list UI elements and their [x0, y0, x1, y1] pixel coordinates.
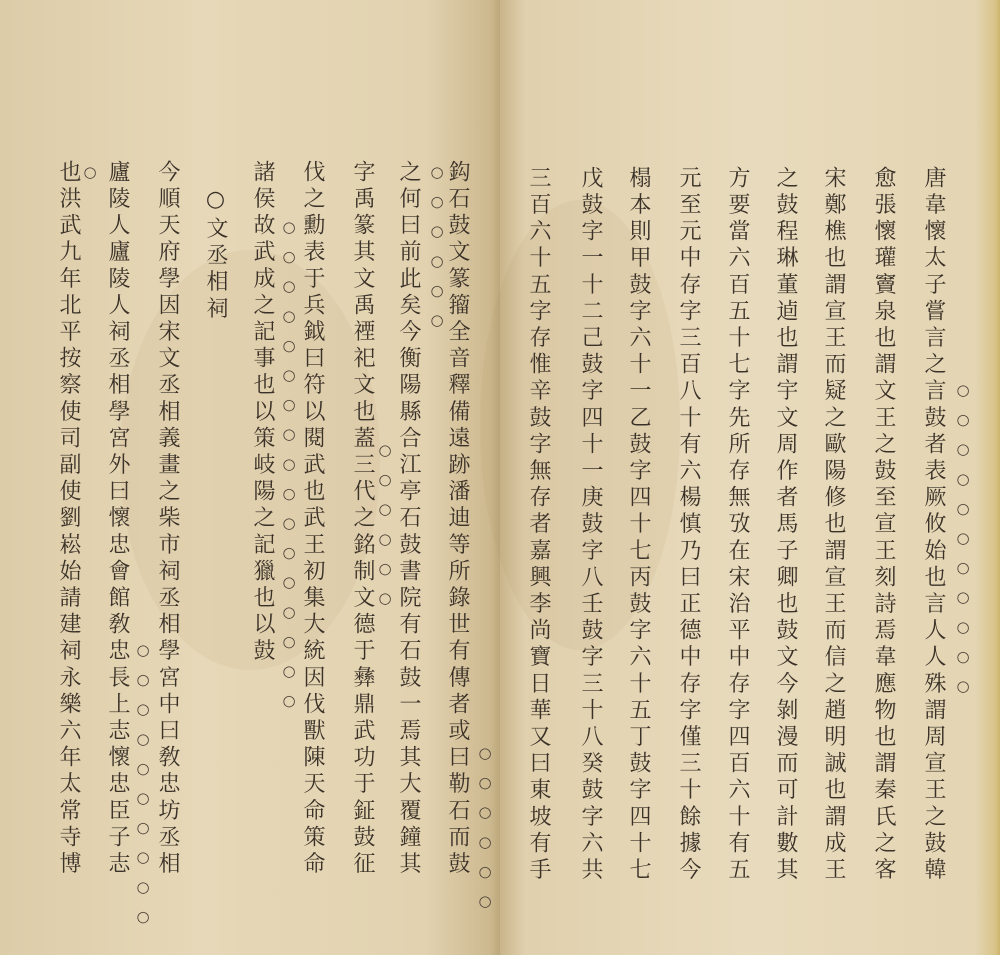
emphasis-circles: ○○○○○○○○○○○○○○○○○ — [280, 218, 298, 722]
text-column: 元至元中存字三百八十有六楊慎乃曰正德中存字僅三十餘據今 — [676, 166, 701, 885]
emphasis-circles: ○○○○○○○○○○ — [134, 641, 152, 937]
section-heading: ○文丞相祠 — [203, 187, 228, 323]
text-column: 愈張懷瓘竇泉也謂文王之鼓至宣王刻詩焉韋應物也謂秦氏之客 — [871, 166, 896, 885]
text-column: 戊鼓字一十二己鼓字四十一庚鼓字八壬鼓字三十八癸鼓字六共 — [578, 166, 603, 885]
text-column: 三百六十五字存惟辛鼓字無存者嘉興李尚寶日華又曰東坡有手 — [526, 166, 551, 885]
emphasis-circles: ○○○○○○ — [428, 163, 446, 341]
emphasis-circles: ○○○○○○ — [476, 744, 494, 922]
text-column: 廬陵人廬陵人祠丞相學宮外曰懷忠會館敎忠長上志懷忠臣子志 — [105, 160, 130, 879]
right-page — [500, 0, 1000, 955]
text-column: 今順天府學因宋文丞相義畫之柴市祠丞相學宮中曰敎忠坊丞相 — [155, 160, 180, 879]
text-column: 唐韋懷太子嘗言之言鼓者表厥攸始也言人人殊謂周宣王之鼓韓 — [921, 166, 946, 885]
text-column: 伐之勳表于兵鉞曰符以閱武也武王初集大統因伐獸陳天命策命 — [300, 160, 325, 879]
text-column: 之鼓程琳董逌也謂宇文周作者馬子卿也鼓文今剝漫而可計數其 — [773, 166, 798, 885]
text-column: 鈎石鼓文篆籀全音釋備遠跡潘迪等所錄世有傳者或曰勒石而鼓 — [445, 160, 470, 879]
emphasis-circles: ○ — [81, 163, 99, 193]
text-column: 宋鄭樵也謂宣王而疑之歐陽修也謂宣王而信之趙明誠也謂成王 — [821, 166, 846, 885]
text-column: 諸侯故武成之記事也以策岐陽之記獵也以鼓 — [250, 160, 275, 666]
text-column: 字禹篆其文禹禋祀文也蓋三代之銘制文德于彝鼎武功于鉦鼓征 — [350, 160, 375, 879]
emphasis-circles: ○○○○○○○○○○○ — [954, 381, 972, 707]
text-column: 榻本則甲鼓字六十一乙鼓字四十七丙鼓字六十五丁鼓字四十七 — [626, 166, 651, 885]
text-column: 方要當六百五十七字先所存無攷在宋治平中存字四百六十有五 — [725, 166, 750, 885]
text-column: 也洪武九年北平按察使司副使劉崧始請建祠永樂六年太常寺博 — [56, 160, 81, 879]
emphasis-circles: ○○○○○○ — [376, 441, 394, 619]
text-column: 之何曰前此矣今衡陽縣合江亭石鼓書院有石鼓一焉其大覆鐘其 — [396, 160, 421, 879]
